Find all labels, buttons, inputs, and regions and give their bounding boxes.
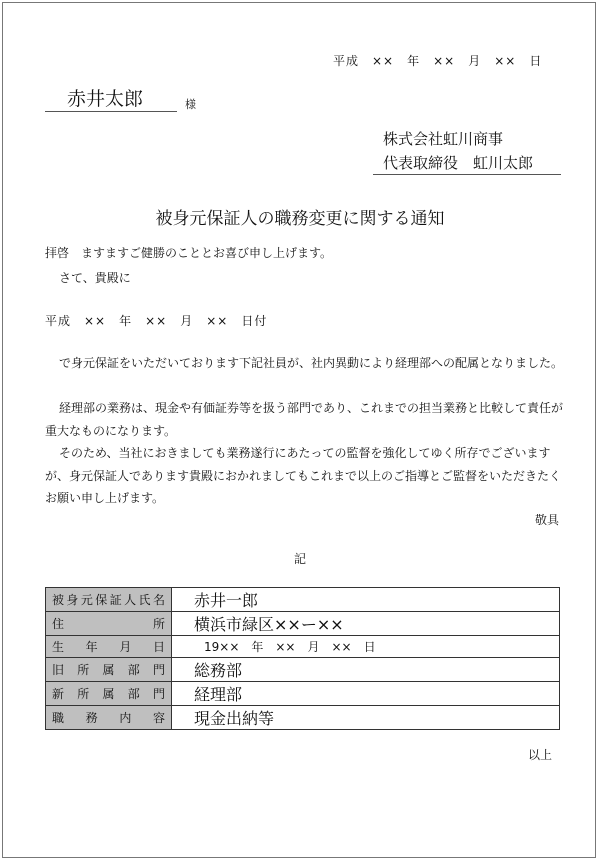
employee-info-table [45,587,560,730]
table-row [46,658,560,682]
guarantee-date: 平成 ×× 年 ×× 月 ×× 日付 [45,314,268,328]
table-row [46,636,560,658]
row-value: 赤井一郎 [172,588,560,612]
end-mark: 以上 [528,748,553,762]
table-row [46,588,560,612]
body-paragraph: そのため、当社におきましても業務遂行にあたっての監督を強化してゆく所存でございますが、身元保証人であります貴殿におかれましてもこれまで以上のご指導とご監督をいただきたくお願い申し上げます。 [45,446,562,505]
row-label: 新所属部門 [46,682,172,706]
row-value: 19×× 年 ×× 月 ×× 日 [172,636,560,658]
closing-keigu: 敬具 [535,513,560,527]
body-paragraph: で身元保証をいただいております下記社員が、社内異動により経理部への配属となりました。 [59,356,564,370]
row-label: 住所 [46,612,172,636]
row-label: 職務内容 [46,706,172,730]
row-value: 総務部 [172,658,560,682]
greeting-text: 拝啓 ますますご健勝のこととお喜び申し上げます。 [45,246,333,260]
row-label: 旧所属部門 [46,658,172,682]
table-row [46,682,560,706]
body-paragraph: 経理部の業務は、現金や有価証券等を扱う部門であり、これまでの担当業務と比較して責任が重大なものになります。 [45,401,564,438]
intro-text: さて、貴殿に [59,271,131,285]
row-label: 生年月日 [46,636,172,658]
notice-date: 平成 ×× 年 ×× 月 ×× 日 [333,54,543,68]
row-value: 横浜市緑区××ー×× [172,612,560,636]
recipient-name: 赤井太郎 [45,87,177,112]
sender-underline [373,174,561,175]
document-page [2,2,596,858]
table-row [46,706,560,730]
recipient-honorific: 様 [185,98,196,111]
document-title: 被身元保証人の職務変更に関する通知 [155,209,445,229]
row-label: 被身元保証人氏名 [46,588,172,612]
row-value: 経理部 [172,682,560,706]
sender-company: 株式会社虹川商事 [383,130,504,148]
sender-representative: 代表取締役 虹川太郎 [383,154,534,172]
table-row [46,612,560,636]
ki-heading: 記 [293,552,306,566]
row-value: 現金出納等 [194,709,275,728]
